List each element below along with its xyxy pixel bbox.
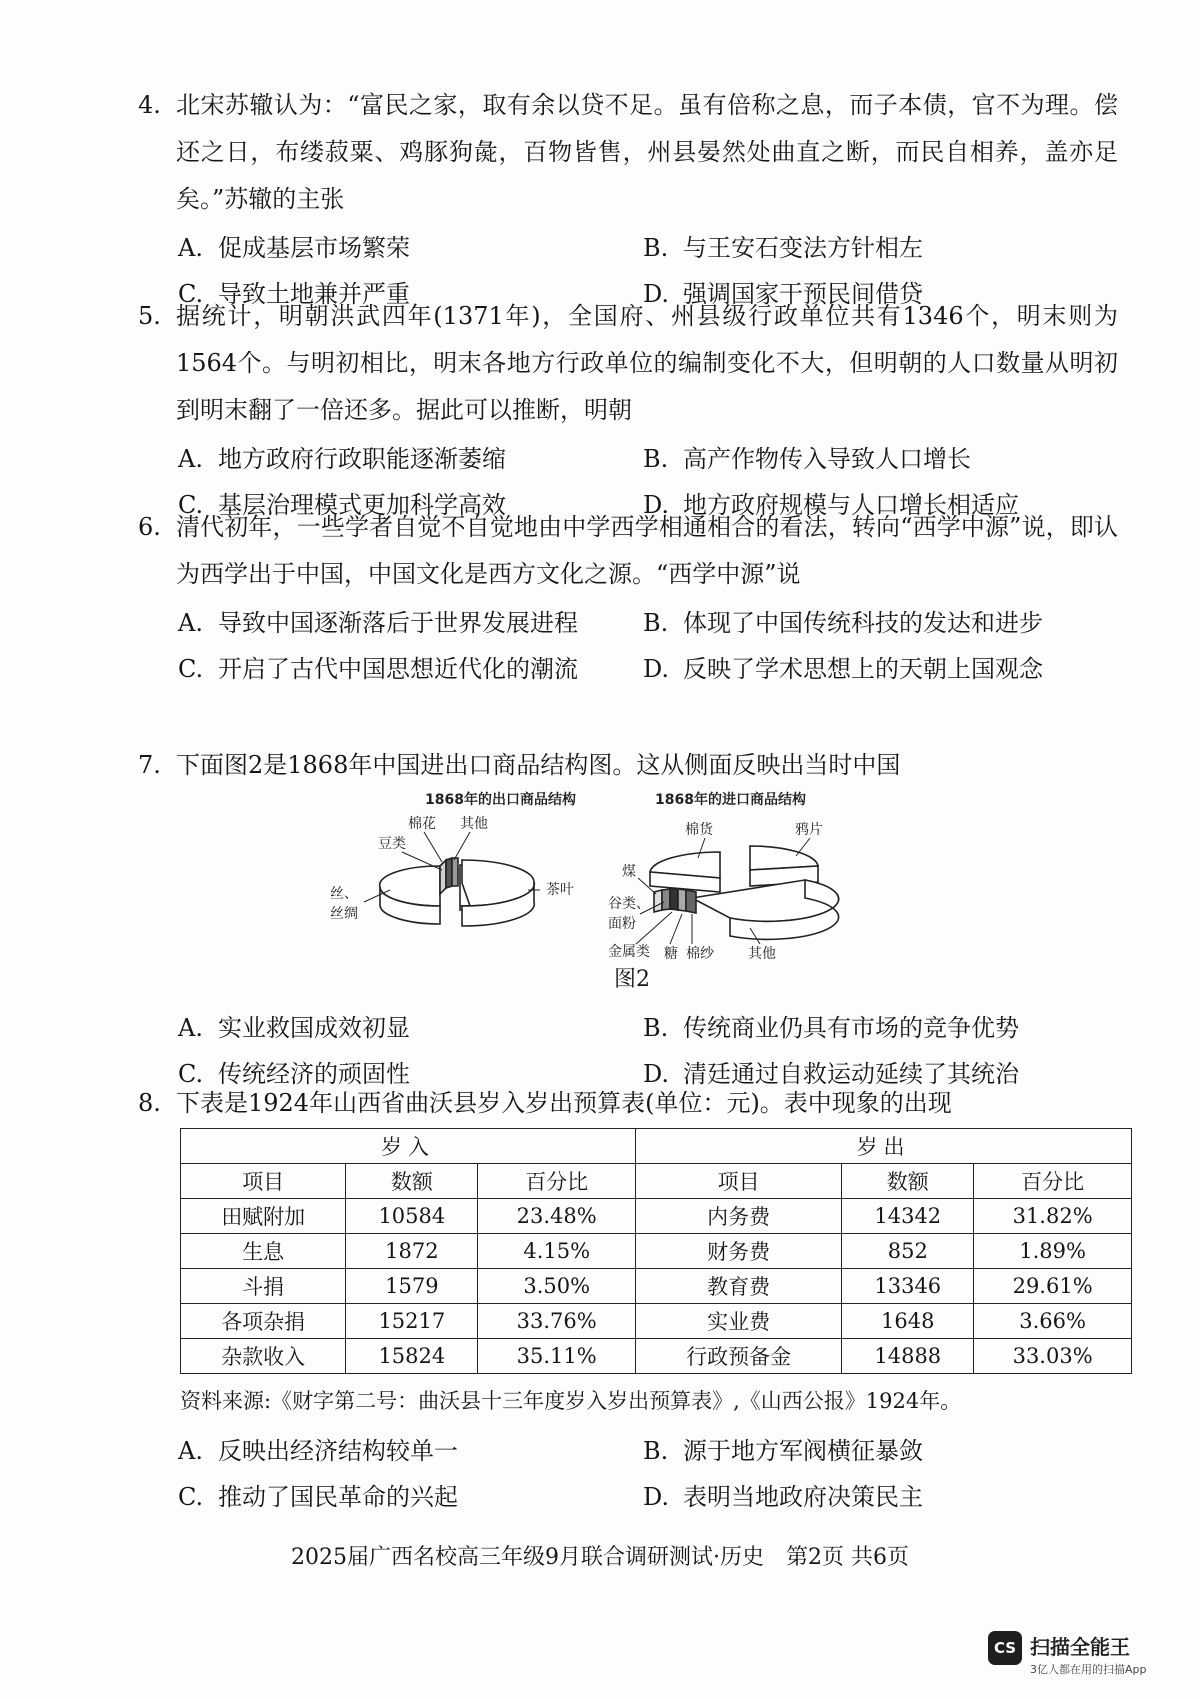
question-6 xyxy=(138,504,1118,692)
option-c[interactable]: C. 推动了国民革命的兴起 xyxy=(178,1483,458,1511)
table-cell: 1872 xyxy=(346,1234,478,1269)
column-header: 项目 xyxy=(636,1164,842,1199)
table-row xyxy=(181,1269,1132,1304)
scanner-app-slogan: 3亿人都在用的扫描App xyxy=(1030,1663,1147,1676)
table-row xyxy=(181,1234,1132,1269)
import-label-opium: 鸦片 xyxy=(795,822,823,838)
expense-header: 岁出 xyxy=(636,1129,1132,1164)
table-cell: 15824 xyxy=(346,1339,478,1374)
trade-structure-figure xyxy=(330,790,910,990)
table-cell: 3.50% xyxy=(478,1269,636,1304)
option-row xyxy=(138,225,1118,271)
option-b[interactable]: B. 高产作物传入导致人口增长 xyxy=(643,445,971,473)
import-label-metals: 金属类 xyxy=(608,944,650,960)
option-c[interactable]: C. 基层治理模式更加科学高效 xyxy=(178,491,506,519)
option-c[interactable]: C. 传统经济的顽固性 xyxy=(178,1060,410,1088)
table-cell: 31.82% xyxy=(974,1199,1132,1234)
option-c[interactable]: C. 导致土地兼并严重 xyxy=(178,280,410,308)
question-stem: 北宋苏辙认为：“富民之家，取有余以贷不足。虽有倍称之息，而子本债，官不为理。偿还之日，布缕菽粟、鸡豚狗彘，百物皆售，州县晏然处曲直之断，而民自相养，盖亦足矣。”苏辙的主张 xyxy=(176,91,1118,213)
table-cell: 田赋附加 xyxy=(181,1199,346,1234)
income-header: 岁入 xyxy=(181,1129,636,1164)
table-cell: 14342 xyxy=(842,1199,974,1234)
import-label-coal: 煤 xyxy=(622,864,636,880)
table-cell: 行政预备金 xyxy=(636,1339,842,1374)
question-4 xyxy=(138,82,1118,317)
question-8 xyxy=(138,1080,1118,1127)
column-header: 数额 xyxy=(346,1164,478,1199)
option-d[interactable]: D. 反映了学术思想上的天朝上国观念 xyxy=(643,655,1043,683)
budget-table xyxy=(180,1128,1132,1374)
table-cell: 33.03% xyxy=(974,1339,1132,1374)
option-row xyxy=(138,1428,1118,1474)
table-cell: 10584 xyxy=(346,1199,478,1234)
option-row xyxy=(138,600,1118,646)
option-a[interactable]: A. 反映出经济结构较单一 xyxy=(178,1437,458,1465)
question-stem: 据统计，明朝洪武四年(1371年)，全国府、州县级行政单位共有1346个，明末则为1564个。与明初相比，明末各地方行政单位的编制变化不大，但明朝的人口数量从明初到明末翻了一倍还多。据此可以推断，明朝 xyxy=(176,302,1118,424)
question-number: 6. xyxy=(138,513,161,541)
import-label-grain-1: 谷类、 xyxy=(608,896,650,912)
import-label-other: 其他 xyxy=(748,946,776,962)
question-stem: 清代初年，一些学者自觉不自觉地由中学西学相通相合的看法，转向“西学中源”说，即认为西学出于中国，中国文化是西方文化之源。“西学中源”说 xyxy=(176,513,1118,588)
option-b[interactable]: B. 传统商业仍具有市场的竞争优势 xyxy=(643,1014,1019,1042)
import-label-sugar: 糖 xyxy=(664,946,678,962)
table-cell: 29.61% xyxy=(974,1269,1132,1304)
import-label-cotton-goods: 棉货 xyxy=(685,822,713,838)
scanner-app-name: 扫描全能王 xyxy=(1030,1635,1130,1659)
table-cell: 3.66% xyxy=(974,1304,1132,1339)
question-7 xyxy=(138,742,1118,789)
table-source: 资料来源:《财字第二号：曲沃县十三年度岁入岁出预算表》,《山西公报》1924年。 xyxy=(180,1389,962,1413)
column-header: 数额 xyxy=(842,1164,974,1199)
table-cell: 33.76% xyxy=(478,1304,636,1339)
table-cell: 财务费 xyxy=(636,1234,842,1269)
export-label-tea: 茶叶 xyxy=(546,882,574,898)
table-cell: 实业费 xyxy=(636,1304,842,1339)
table-cell: 各项杂捐 xyxy=(181,1304,346,1339)
option-a[interactable]: A. 地方政府行政职能逐渐萎缩 xyxy=(178,445,506,473)
pie-slice-grain xyxy=(662,889,670,910)
table-group-header xyxy=(181,1129,1132,1164)
option-b[interactable]: B. 与王安石变法方针相左 xyxy=(643,234,923,262)
table-cell: 1648 xyxy=(842,1304,974,1339)
question-number: 4. xyxy=(138,91,161,119)
question-stem: 下面图2是1868年中国进出口商品结构图。这从侧面反映出当时中国 xyxy=(176,751,901,779)
table-cell: 852 xyxy=(842,1234,974,1269)
table-row xyxy=(181,1339,1132,1374)
import-label-grain-2: 面粉 xyxy=(608,916,636,932)
question-stem: 下表是1924年山西省曲沃县岁入岁出预算表(单位：元)。表中现象的出现 xyxy=(176,1089,952,1117)
table-cell: 4.15% xyxy=(478,1234,636,1269)
figure-caption: 图2 xyxy=(614,967,650,992)
pie-slice-metals xyxy=(670,889,678,910)
table-cell: 15217 xyxy=(346,1304,478,1339)
option-c[interactable]: C. 开启了古代中国思想近代化的潮流 xyxy=(178,655,578,683)
question-number: 7. xyxy=(138,751,161,779)
table-cell: 斗捐 xyxy=(181,1269,346,1304)
pie-slice-cotton-yarn xyxy=(686,890,696,913)
export-pie xyxy=(380,858,535,926)
table-cell: 35.11% xyxy=(478,1339,636,1374)
option-row xyxy=(138,436,1118,482)
page-footer: 2025届广西名校高三年级9月联合调研测试·历史 第2页 共6页 xyxy=(291,1545,909,1570)
table-cell: 1.89% xyxy=(974,1234,1132,1269)
pie-slice-sugar xyxy=(678,889,686,911)
import-pie xyxy=(650,846,839,939)
question-5 xyxy=(138,293,1118,528)
import-pie-title: 1868年的进口商品结构 xyxy=(655,792,806,808)
question-8-options xyxy=(138,1428,1118,1520)
export-label-other: 其他 xyxy=(460,816,488,832)
option-d[interactable]: D. 地方政府规模与人口增长相适应 xyxy=(643,491,1019,519)
export-label-beans: 豆类 xyxy=(378,836,406,852)
option-d[interactable]: D. 清廷通过自救运动延续了其统治 xyxy=(643,1060,1019,1088)
export-label-cotton: 棉花 xyxy=(408,816,436,832)
table-cell: 1579 xyxy=(346,1269,478,1304)
column-header: 百分比 xyxy=(478,1164,636,1199)
option-row xyxy=(138,1005,1118,1051)
import-label-cotton-yarn: 棉纱 xyxy=(686,946,714,962)
table-row xyxy=(181,1304,1132,1339)
table-cell: 23.48% xyxy=(478,1199,636,1234)
export-label-silk-1: 丝、 xyxy=(330,886,358,902)
column-header: 项目 xyxy=(181,1164,346,1199)
option-d[interactable]: D. 表明当地政府决策民主 xyxy=(643,1483,923,1511)
table-row xyxy=(181,1199,1132,1234)
option-row xyxy=(138,646,1118,692)
scanner-logo-icon: CS xyxy=(988,1631,1022,1665)
question-number: 5. xyxy=(138,302,161,330)
option-row xyxy=(138,1474,1118,1520)
table-cell: 14888 xyxy=(842,1339,974,1374)
option-a[interactable]: A. 促成基层市场繁荣 xyxy=(178,234,410,262)
option-a[interactable]: A. 导致中国逐渐落后于世界发展进程 xyxy=(178,609,578,637)
export-pie-title: 1868年的出口商品结构 xyxy=(425,792,576,808)
pie-slice-cotton xyxy=(446,858,452,888)
option-b[interactable]: B. 体现了中国传统科技的发达和进步 xyxy=(643,609,1043,637)
column-header: 百分比 xyxy=(974,1164,1132,1199)
table-cell: 教育费 xyxy=(636,1269,842,1304)
option-b[interactable]: B. 源于地方军阀横征暴敛 xyxy=(643,1437,923,1465)
option-a[interactable]: A. 实业救国成效初显 xyxy=(178,1014,410,1042)
table-cell: 生息 xyxy=(181,1234,346,1269)
table-column-header xyxy=(181,1164,1132,1199)
table-cell: 13346 xyxy=(842,1269,974,1304)
question-number: 8. xyxy=(138,1089,161,1117)
table-cell: 杂款收入 xyxy=(181,1339,346,1374)
pie-slice-other xyxy=(452,858,458,886)
option-d[interactable]: D. 强调国家干预民间借贷 xyxy=(643,280,923,308)
export-label-silk-2: 丝绸 xyxy=(330,906,358,922)
table-cell: 内务费 xyxy=(636,1199,842,1234)
pie-slice-beans xyxy=(440,860,446,894)
scanner-watermark xyxy=(988,1627,1178,1683)
